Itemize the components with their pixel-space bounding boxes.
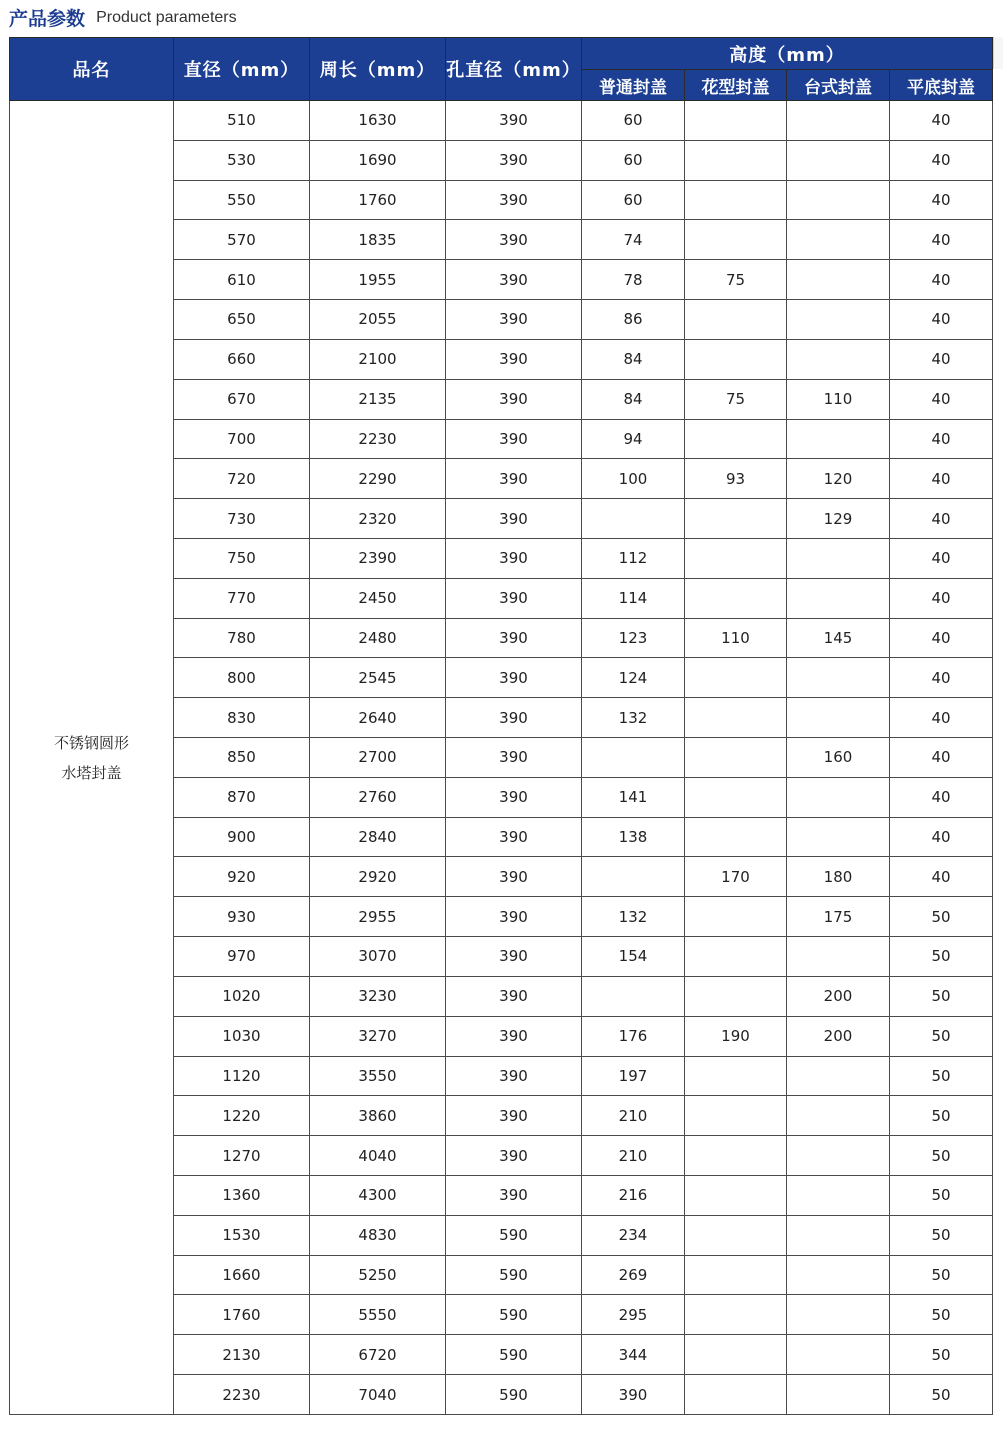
cell-height-flat: 50 bbox=[890, 897, 993, 937]
cell-height-normal: 344 bbox=[582, 1335, 685, 1375]
cell-height-flower bbox=[685, 1255, 787, 1295]
cell-perimeter: 2480 bbox=[310, 618, 446, 658]
cell-hole-diameter: 590 bbox=[446, 1255, 582, 1295]
cell-perimeter: 1630 bbox=[310, 101, 446, 141]
cell-hole-diameter: 590 bbox=[446, 1335, 582, 1375]
cell-perimeter: 2955 bbox=[310, 897, 446, 937]
cell-height-flower bbox=[685, 976, 787, 1016]
cell-height-flat: 40 bbox=[890, 618, 993, 658]
cell-diameter: 1660 bbox=[174, 1255, 310, 1295]
cell-height-flower bbox=[685, 777, 787, 817]
table-row bbox=[10, 101, 993, 141]
cell-height-platform: 200 bbox=[787, 976, 890, 1016]
cell-height-normal: 295 bbox=[582, 1295, 685, 1335]
cell-height-flat: 40 bbox=[890, 738, 993, 778]
cell-height-normal bbox=[582, 499, 685, 539]
cell-height-flower: 93 bbox=[685, 459, 787, 499]
cell-height-flat: 40 bbox=[890, 658, 993, 698]
cell-diameter: 750 bbox=[174, 538, 310, 578]
cell-height-flat: 40 bbox=[890, 339, 993, 379]
cell-hole-diameter: 390 bbox=[446, 499, 582, 539]
heading-title-en: Product parameters bbox=[96, 8, 237, 26]
cell-hole-diameter: 390 bbox=[446, 140, 582, 180]
cell-height-flat: 50 bbox=[890, 976, 993, 1016]
cell-height-flower bbox=[685, 1056, 787, 1096]
cell-diameter: 530 bbox=[174, 140, 310, 180]
cell-hole-diameter: 390 bbox=[446, 180, 582, 220]
cell-height-platform bbox=[787, 101, 890, 141]
cell-height-platform bbox=[787, 1335, 890, 1375]
cell-hole-diameter: 390 bbox=[446, 857, 582, 897]
cell-height-platform bbox=[787, 180, 890, 220]
header-height-flat: 平底封盖 bbox=[890, 70, 993, 101]
cell-diameter: 2230 bbox=[174, 1375, 310, 1415]
cell-diameter: 1030 bbox=[174, 1016, 310, 1056]
cell-diameter: 920 bbox=[174, 857, 310, 897]
cell-hole-diameter: 390 bbox=[446, 419, 582, 459]
cell-hole-diameter: 590 bbox=[446, 1295, 582, 1335]
cell-height-platform bbox=[787, 1375, 890, 1415]
cell-hole-diameter: 390 bbox=[446, 1016, 582, 1056]
cell-diameter: 660 bbox=[174, 339, 310, 379]
cell-height-flower: 75 bbox=[685, 260, 787, 300]
cell-diameter: 930 bbox=[174, 897, 310, 937]
cell-height-flat: 40 bbox=[890, 538, 993, 578]
cell-height-flower bbox=[685, 419, 787, 459]
cell-height-platform: 200 bbox=[787, 1016, 890, 1056]
cell-height-platform bbox=[787, 300, 890, 340]
cell-height-flat: 50 bbox=[890, 1215, 993, 1255]
cell-height-platform bbox=[787, 937, 890, 977]
cell-hole-diameter: 390 bbox=[446, 300, 582, 340]
cell-height-flat: 50 bbox=[890, 1136, 993, 1176]
cell-diameter: 800 bbox=[174, 658, 310, 698]
cell-perimeter: 7040 bbox=[310, 1375, 446, 1415]
cell-perimeter: 2100 bbox=[310, 339, 446, 379]
cell-height-normal: 197 bbox=[582, 1056, 685, 1096]
cell-hole-diameter: 390 bbox=[446, 1056, 582, 1096]
cell-height-flat: 50 bbox=[890, 1375, 993, 1415]
cell-diameter: 650 bbox=[174, 300, 310, 340]
cell-perimeter: 5550 bbox=[310, 1295, 446, 1335]
cell-height-normal bbox=[582, 857, 685, 897]
cell-perimeter: 3230 bbox=[310, 976, 446, 1016]
cell-height-platform bbox=[787, 140, 890, 180]
cell-height-flat: 50 bbox=[890, 1295, 993, 1335]
cell-height-platform bbox=[787, 339, 890, 379]
cell-diameter: 720 bbox=[174, 459, 310, 499]
cell-hole-diameter: 390 bbox=[446, 1096, 582, 1136]
cell-height-flat: 50 bbox=[890, 1335, 993, 1375]
cell-hole-diameter: 390 bbox=[446, 1175, 582, 1215]
cell-perimeter: 1690 bbox=[310, 140, 446, 180]
cell-height-normal: 216 bbox=[582, 1175, 685, 1215]
cell-height-flat: 50 bbox=[890, 937, 993, 977]
cell-hole-diameter: 390 bbox=[446, 698, 582, 738]
cell-height-flower: 110 bbox=[685, 618, 787, 658]
cell-height-platform bbox=[787, 578, 890, 618]
cell-height-flat: 40 bbox=[890, 499, 993, 539]
cell-perimeter: 4040 bbox=[310, 1136, 446, 1176]
header-perimeter: 周长（mm） bbox=[310, 38, 446, 101]
cell-perimeter: 1760 bbox=[310, 180, 446, 220]
cell-hole-diameter: 390 bbox=[446, 578, 582, 618]
cell-height-flower bbox=[685, 817, 787, 857]
cell-height-normal: 154 bbox=[582, 937, 685, 977]
cell-height-flat: 40 bbox=[890, 857, 993, 897]
cell-height-platform bbox=[787, 260, 890, 300]
cell-height-flower bbox=[685, 1096, 787, 1136]
cell-height-normal: 123 bbox=[582, 618, 685, 658]
cell-height-flower bbox=[685, 538, 787, 578]
cell-height-platform bbox=[787, 1255, 890, 1295]
cell-hole-diameter: 590 bbox=[446, 1375, 582, 1415]
cell-perimeter: 2545 bbox=[310, 658, 446, 698]
cell-height-platform bbox=[787, 1096, 890, 1136]
cell-height-flower bbox=[685, 101, 787, 141]
cell-perimeter: 3860 bbox=[310, 1096, 446, 1136]
cell-hole-diameter: 390 bbox=[446, 937, 582, 977]
cell-height-normal: 210 bbox=[582, 1096, 685, 1136]
cell-diameter: 830 bbox=[174, 698, 310, 738]
cell-height-flat: 40 bbox=[890, 419, 993, 459]
cell-height-flower bbox=[685, 738, 787, 778]
cell-height-normal: 94 bbox=[582, 419, 685, 459]
cell-perimeter: 2135 bbox=[310, 379, 446, 419]
cell-diameter: 1120 bbox=[174, 1056, 310, 1096]
cell-hole-diameter: 390 bbox=[446, 817, 582, 857]
header-height-group: 高度（mm） bbox=[582, 38, 993, 70]
cell-height-normal: 141 bbox=[582, 777, 685, 817]
cell-hole-diameter: 390 bbox=[446, 738, 582, 778]
cell-diameter: 850 bbox=[174, 738, 310, 778]
cell-height-platform bbox=[787, 698, 890, 738]
cell-perimeter: 4830 bbox=[310, 1215, 446, 1255]
cell-height-normal: 269 bbox=[582, 1255, 685, 1295]
cell-height-platform bbox=[787, 1215, 890, 1255]
header-diameter: 直径（mm） bbox=[174, 38, 310, 101]
cell-hole-diameter: 390 bbox=[446, 459, 582, 499]
cell-height-flat: 40 bbox=[890, 379, 993, 419]
product-name-line: 水塔封盖 bbox=[61, 763, 122, 782]
cell-perimeter: 2760 bbox=[310, 777, 446, 817]
heading-title-cn: 产品参数 bbox=[9, 8, 86, 30]
cell-height-platform: 175 bbox=[787, 897, 890, 937]
cell-height-flat: 40 bbox=[890, 140, 993, 180]
cell-height-flower bbox=[685, 1375, 787, 1415]
cell-diameter: 570 bbox=[174, 220, 310, 260]
product-parameters-table bbox=[9, 37, 993, 1415]
cell-height-flat: 50 bbox=[890, 1016, 993, 1056]
cell-diameter: 2130 bbox=[174, 1335, 310, 1375]
table-body bbox=[10, 101, 993, 1415]
cell-height-flower bbox=[685, 1136, 787, 1176]
cell-height-normal: 60 bbox=[582, 101, 685, 141]
cell-height-flat: 40 bbox=[890, 777, 993, 817]
cell-perimeter: 2640 bbox=[310, 698, 446, 738]
cell-height-flower bbox=[685, 698, 787, 738]
cell-height-platform bbox=[787, 1136, 890, 1176]
cell-diameter: 870 bbox=[174, 777, 310, 817]
cell-height-normal: 84 bbox=[582, 379, 685, 419]
cell-hole-diameter: 390 bbox=[446, 1136, 582, 1176]
cell-height-normal: 86 bbox=[582, 300, 685, 340]
cell-perimeter: 2290 bbox=[310, 459, 446, 499]
cell-height-flower bbox=[685, 300, 787, 340]
cell-height-flower bbox=[685, 1295, 787, 1335]
cell-perimeter: 2920 bbox=[310, 857, 446, 897]
cell-height-flat: 40 bbox=[890, 260, 993, 300]
cell-height-normal: 132 bbox=[582, 897, 685, 937]
cell-perimeter: 2390 bbox=[310, 538, 446, 578]
cell-height-platform bbox=[787, 220, 890, 260]
cell-height-flower: 170 bbox=[685, 857, 787, 897]
cell-perimeter: 5250 bbox=[310, 1255, 446, 1295]
cell-diameter: 670 bbox=[174, 379, 310, 419]
cell-height-flower bbox=[685, 220, 787, 260]
cell-height-platform bbox=[787, 777, 890, 817]
cell-height-platform bbox=[787, 1056, 890, 1096]
cell-height-flat: 50 bbox=[890, 1255, 993, 1295]
cell-perimeter: 1835 bbox=[310, 220, 446, 260]
cell-hole-diameter: 390 bbox=[446, 976, 582, 1016]
cell-height-normal: 74 bbox=[582, 220, 685, 260]
cell-height-flower bbox=[685, 1215, 787, 1255]
cell-height-platform bbox=[787, 419, 890, 459]
cell-perimeter: 2840 bbox=[310, 817, 446, 857]
cell-height-platform bbox=[787, 658, 890, 698]
product-name-line: 不锈钢圆形 bbox=[53, 733, 129, 752]
cell-height-normal: 124 bbox=[582, 658, 685, 698]
cell-height-flower bbox=[685, 937, 787, 977]
cell-height-flat: 50 bbox=[890, 1096, 993, 1136]
cell-hole-diameter: 390 bbox=[446, 220, 582, 260]
cell-perimeter: 6720 bbox=[310, 1335, 446, 1375]
cell-height-normal: 390 bbox=[582, 1375, 685, 1415]
header-name: 品名 bbox=[10, 38, 174, 101]
cell-height-flat: 40 bbox=[890, 459, 993, 499]
cell-perimeter: 2450 bbox=[310, 578, 446, 618]
cell-height-platform: 160 bbox=[787, 738, 890, 778]
cell-perimeter: 3070 bbox=[310, 937, 446, 977]
cell-diameter: 1360 bbox=[174, 1175, 310, 1215]
cell-perimeter: 2230 bbox=[310, 419, 446, 459]
cell-height-platform: 129 bbox=[787, 499, 890, 539]
cell-height-platform bbox=[787, 1175, 890, 1215]
cell-diameter: 770 bbox=[174, 578, 310, 618]
cell-height-platform: 180 bbox=[787, 857, 890, 897]
cell-height-normal: 84 bbox=[582, 339, 685, 379]
cell-height-flat: 40 bbox=[890, 300, 993, 340]
cell-height-normal: 60 bbox=[582, 180, 685, 220]
cell-height-flat: 40 bbox=[890, 180, 993, 220]
cell-perimeter: 3550 bbox=[310, 1056, 446, 1096]
cell-height-normal: 138 bbox=[582, 817, 685, 857]
cell-height-flat: 40 bbox=[890, 698, 993, 738]
cell-hole-diameter: 590 bbox=[446, 1215, 582, 1255]
cell-perimeter: 2320 bbox=[310, 499, 446, 539]
cell-height-flat: 40 bbox=[890, 817, 993, 857]
cell-height-flower bbox=[685, 897, 787, 937]
cell-diameter: 970 bbox=[174, 937, 310, 977]
cell-height-flat: 40 bbox=[890, 220, 993, 260]
cell-hole-diameter: 390 bbox=[446, 101, 582, 141]
cell-hole-diameter: 390 bbox=[446, 618, 582, 658]
cell-height-platform: 110 bbox=[787, 379, 890, 419]
cell-height-flower bbox=[685, 140, 787, 180]
cell-height-normal bbox=[582, 976, 685, 1016]
cell-diameter: 700 bbox=[174, 419, 310, 459]
cell-hole-diameter: 390 bbox=[446, 538, 582, 578]
cell-height-normal: 210 bbox=[582, 1136, 685, 1176]
cell-diameter: 1270 bbox=[174, 1136, 310, 1176]
cell-height-flat: 50 bbox=[890, 1056, 993, 1096]
cell-height-flat: 40 bbox=[890, 578, 993, 618]
header-height-flower: 花型封盖 bbox=[685, 70, 787, 101]
cell-height-flower bbox=[685, 1175, 787, 1215]
cell-height-normal: 60 bbox=[582, 140, 685, 180]
cell-perimeter: 4300 bbox=[310, 1175, 446, 1215]
cell-perimeter: 2055 bbox=[310, 300, 446, 340]
cell-height-flower bbox=[685, 1335, 787, 1375]
cell-height-normal: 132 bbox=[582, 698, 685, 738]
cell-height-normal: 234 bbox=[582, 1215, 685, 1255]
cell-diameter: 780 bbox=[174, 618, 310, 658]
cell-height-normal: 100 bbox=[582, 459, 685, 499]
cell-height-flower bbox=[685, 180, 787, 220]
product-name-cell bbox=[10, 101, 174, 1415]
cell-height-normal bbox=[582, 738, 685, 778]
header-hole-diameter: 孔直径（mm） bbox=[446, 38, 582, 101]
cell-height-flower bbox=[685, 339, 787, 379]
cell-height-normal: 78 bbox=[582, 260, 685, 300]
cell-diameter: 730 bbox=[174, 499, 310, 539]
cell-height-platform bbox=[787, 817, 890, 857]
cell-perimeter: 2700 bbox=[310, 738, 446, 778]
header-row-top bbox=[10, 38, 993, 70]
cell-diameter: 1220 bbox=[174, 1096, 310, 1136]
cell-height-platform bbox=[787, 1295, 890, 1335]
cell-height-normal: 114 bbox=[582, 578, 685, 618]
cell-hole-diameter: 390 bbox=[446, 260, 582, 300]
cell-hole-diameter: 390 bbox=[446, 339, 582, 379]
cell-height-platform: 120 bbox=[787, 459, 890, 499]
cell-diameter: 550 bbox=[174, 180, 310, 220]
cell-diameter: 510 bbox=[174, 101, 310, 141]
cell-perimeter: 1955 bbox=[310, 260, 446, 300]
cell-height-normal: 176 bbox=[582, 1016, 685, 1056]
cell-diameter: 1760 bbox=[174, 1295, 310, 1335]
cell-height-normal: 112 bbox=[582, 538, 685, 578]
cell-height-platform: 145 bbox=[787, 618, 890, 658]
header-height-platform: 台式封盖 bbox=[787, 70, 890, 101]
cell-hole-diameter: 390 bbox=[446, 777, 582, 817]
cell-height-platform bbox=[787, 538, 890, 578]
cell-diameter: 900 bbox=[174, 817, 310, 857]
cell-height-flat: 40 bbox=[890, 101, 993, 141]
cell-hole-diameter: 390 bbox=[446, 897, 582, 937]
cell-height-flower: 190 bbox=[685, 1016, 787, 1056]
cell-diameter: 1530 bbox=[174, 1215, 310, 1255]
cell-height-flower bbox=[685, 578, 787, 618]
cell-height-flower bbox=[685, 658, 787, 698]
cell-height-flower bbox=[685, 499, 787, 539]
cell-hole-diameter: 390 bbox=[446, 379, 582, 419]
cell-perimeter: 3270 bbox=[310, 1016, 446, 1056]
cell-diameter: 610 bbox=[174, 260, 310, 300]
cell-diameter: 1020 bbox=[174, 976, 310, 1016]
side-scroll-stub bbox=[993, 37, 1003, 69]
cell-height-flat: 50 bbox=[890, 1175, 993, 1215]
cell-height-flower: 75 bbox=[685, 379, 787, 419]
section-heading bbox=[9, 4, 237, 32]
header-height-normal: 普通封盖 bbox=[582, 70, 685, 101]
cell-hole-diameter: 390 bbox=[446, 658, 582, 698]
